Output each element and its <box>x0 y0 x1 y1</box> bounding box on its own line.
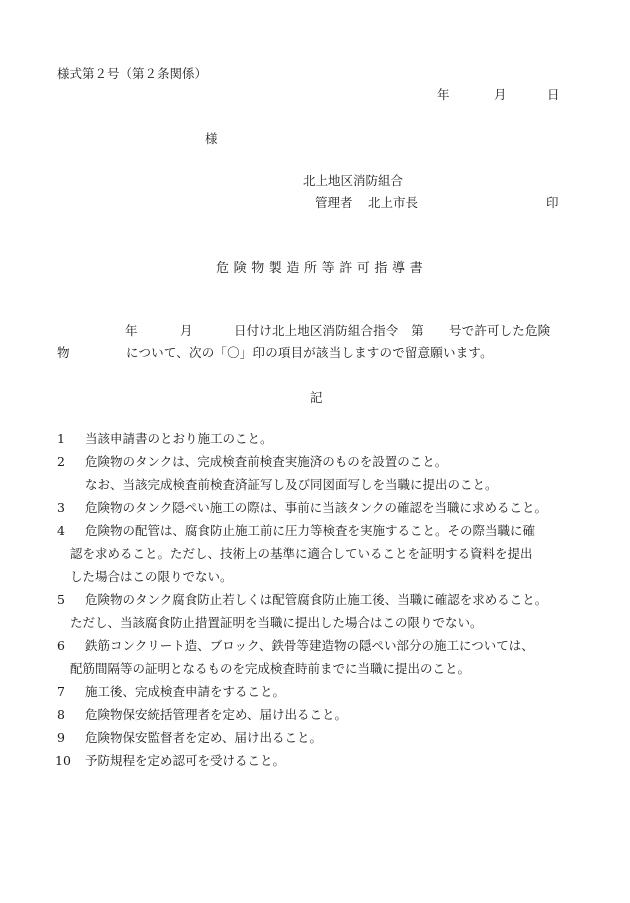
date-month-label: 月 <box>494 87 507 102</box>
list-item <box>57 709 587 732</box>
manager-role: 管理者 <box>315 195 353 210</box>
list-item <box>57 456 587 502</box>
intro-line-1: 日付け北上地区消防組合指令 第 号で許可した危険 <box>234 323 551 338</box>
item-number: 10 <box>55 753 71 768</box>
item-number: 5 <box>57 592 65 607</box>
item-text: 危険物のタンクは、完成検査前検査実施済のものを設置のこと。 <box>85 454 448 469</box>
form-label: 様式第２号（第２条関係） <box>57 66 208 81</box>
intro-month-label: 月 <box>180 323 193 338</box>
recipient-suffix: 様 <box>205 131 218 146</box>
list-item <box>57 755 587 778</box>
item-text: 鉄筋コンクリート造、ブロック、鉄骨等建造物の隠ぺい部分の施工については、 <box>85 638 534 653</box>
sender-organization: 北上地区消防組合 <box>303 173 404 188</box>
item-number: 6 <box>57 638 65 653</box>
item-text: 危険物の配管は、腐食防止施工前に圧力等検査を実施すること。その際当職に確 <box>85 523 536 538</box>
list-item <box>57 640 587 686</box>
intro-year-label: 年 <box>125 323 138 338</box>
date-day-label: 日 <box>547 87 560 102</box>
item-number: 2 <box>57 454 65 469</box>
item-text-continued: 配筋間隔等の証明となるものを完成検査時前までに当職に提出のこと。 <box>70 661 471 676</box>
item-text: 危険物保安監督者を定め、届け出ること。 <box>85 730 323 745</box>
item-text-continued: した場合はこの限りでない。 <box>70 569 233 584</box>
item-text: 予防規程を定め認可を受けること。 <box>85 753 286 768</box>
list-item <box>57 502 587 525</box>
item-number: 4 <box>57 523 65 538</box>
list-item <box>57 732 587 755</box>
item-text-continued: 認を求めること。ただし、技術上の基準に適合していることを証明する資料を提出 <box>70 546 533 561</box>
item-number: 3 <box>57 500 65 515</box>
item-text: 当該申請書のとおり施工のこと。 <box>85 431 273 446</box>
manager-name: 北上市長 <box>368 195 419 210</box>
item-number: 1 <box>57 431 65 446</box>
item-list <box>57 433 587 778</box>
list-item <box>57 594 587 640</box>
item-text: 危険物のタンク腐食防止若しくは配管腐食防止施工後、当職に確認を求めること。 <box>85 592 548 607</box>
item-number: 8 <box>57 707 65 722</box>
ki-heading: 記 <box>310 390 323 405</box>
item-text: 施工後、完成検査申請をすること。 <box>85 684 286 699</box>
list-item <box>57 686 587 709</box>
item-text-continued: なお、当該完成検査前検査済証写し及び同図面写しを当職に提出のこと。 <box>85 477 498 492</box>
item-text: 危険物保安統括管理者を定め、届け出ること。 <box>85 707 348 722</box>
item-text-continued: ただし、当該腐食防止措置証明を当職に提出した場合はこの限りでない。 <box>70 615 483 630</box>
date-year-label: 年 <box>437 87 450 102</box>
intro-line-2: について、次の「〇」印の項目が該当しますので留意願います。 <box>126 345 493 360</box>
list-item <box>57 433 587 456</box>
item-number: 7 <box>57 684 65 699</box>
item-number: 9 <box>57 730 65 745</box>
document-title: 危険物製造所等許可指導書 <box>216 261 428 276</box>
intro-object-label: 物 <box>57 345 70 360</box>
seal-mark: 印 <box>546 195 559 210</box>
list-item <box>57 525 587 594</box>
item-text: 危険物のタンク隠ぺい施工の際は、事前に当該タンクの確認を当職に求めること。 <box>85 500 548 515</box>
